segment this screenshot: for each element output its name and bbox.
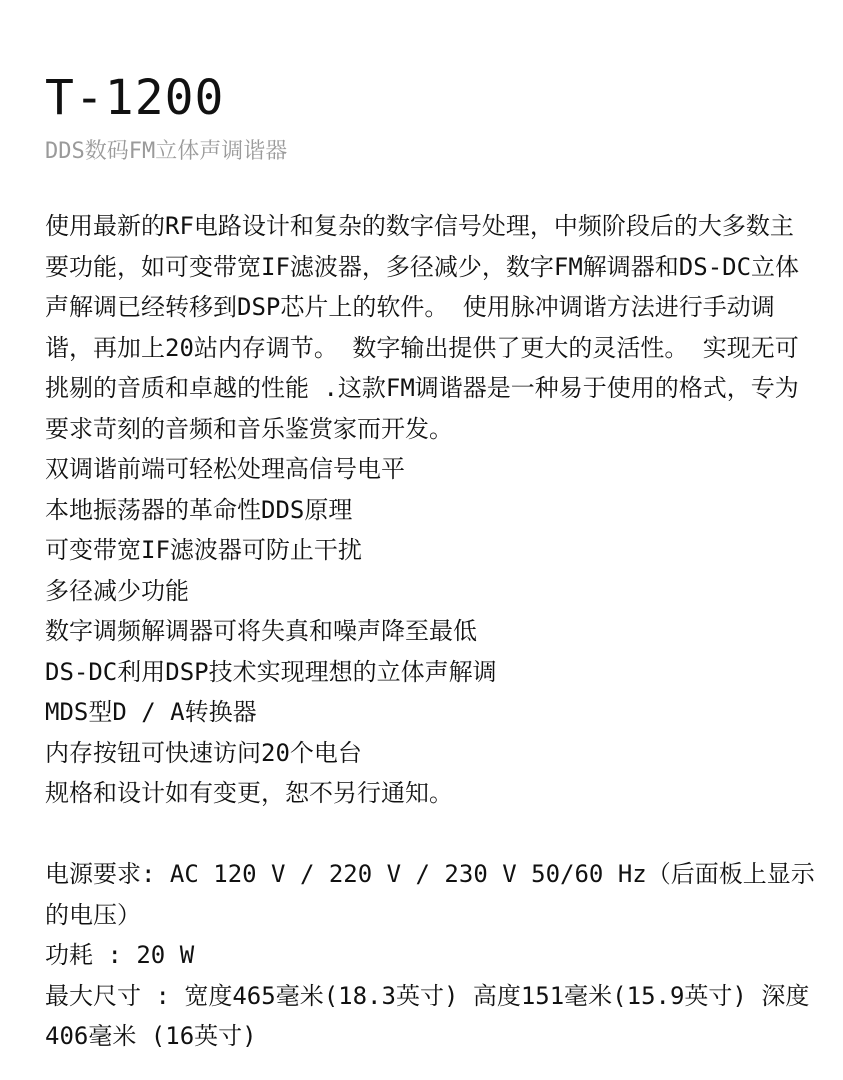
feature-item: 内存按钮可快速访问20个电台 xyxy=(45,738,362,767)
spec-section xyxy=(45,854,815,1057)
product-content xyxy=(45,206,815,1057)
feature-item: 数字调频解调器可将失真和噪声降至最低 xyxy=(45,617,477,645)
product-title: T-1200 xyxy=(45,70,225,126)
feature-item: 多径减少功能 xyxy=(45,576,189,605)
product-description: 使用最新的RF电路设计和复杂的数字信号处理，中频阶段后的大多数主要功能，如可变带宽IF滤波器，多径减少，数字FM解调器和DS-DC立体声解调已经转移到DSP芯片上的软件。 使用脉冲调谐方法进行手动调谐，再加上20站内存调节。 数字输出提供了更大的灵活性。 实现无可挑剔的音质和卓越的性能 .这款FM调谐器是一种易于使用的格式，专为要求苛刻的音频和音乐鉴赏家而开发。 xyxy=(45,212,800,443)
feature-item: MDS型D / A转换器 xyxy=(45,698,257,726)
feature-item: 本地振荡器的革命性DDS原理 xyxy=(45,495,353,524)
spec-dimensions: 最大尺寸 : 宽度465毫米(18.3英寸) 高度151毫米(15.9英寸) 深度406毫米 (16英寸) xyxy=(45,981,810,1050)
spec-consumption: 功耗 : 20 W xyxy=(45,941,195,969)
feature-item: 双调谐前端可轻松处理高信号电平 xyxy=(45,455,405,483)
feature-item: DS-DC利用DSP技术实现理想的立体声解调 xyxy=(45,657,497,686)
feature-item: 可变带宽IF滤波器可防止干扰 xyxy=(45,536,362,564)
feature-item: 规格和设计如有变更，恕不另行通知。 xyxy=(45,779,453,807)
product-subtitle: DDS数码FM立体声调谐器 xyxy=(45,139,288,164)
spec-power: 电源要求: AC 120 V / 220 V / 230 V 50/60 Hz（后面板上显示的电压） xyxy=(45,860,815,929)
feature-list xyxy=(45,449,815,814)
